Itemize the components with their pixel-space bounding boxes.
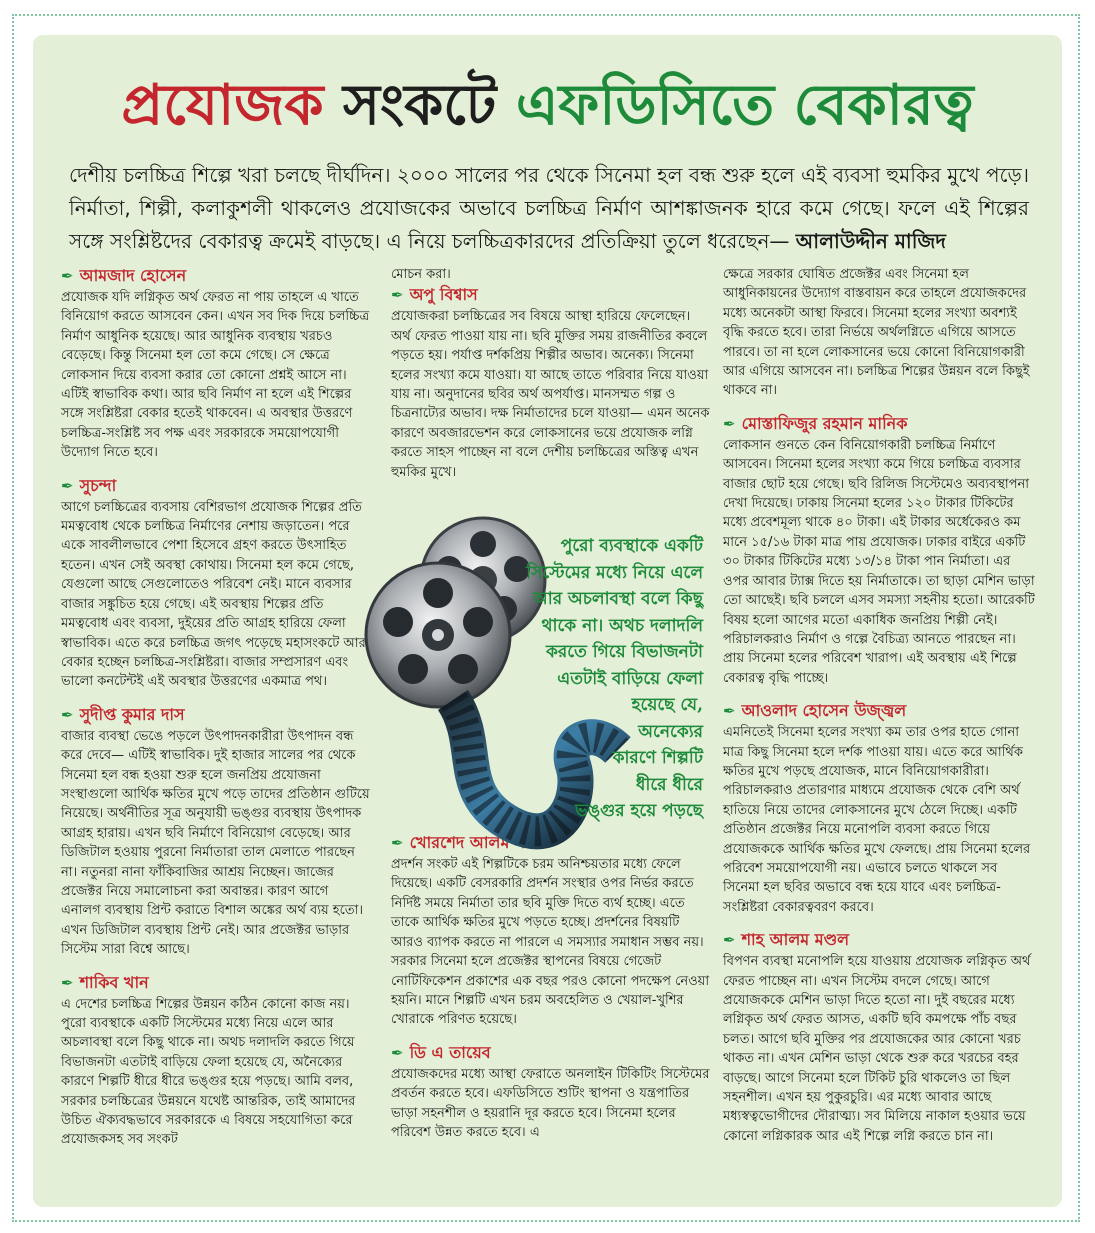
- speaker-name: [61, 972, 371, 994]
- speaker-name: [723, 700, 1035, 722]
- pull-quote-line: কারণে শিল্পটি: [612, 748, 703, 768]
- speaker-name: [61, 265, 371, 287]
- speaker-name-text: আমজাদ হোসেন: [79, 266, 187, 285]
- headline-part-producer: প্রযোজক: [121, 72, 324, 138]
- opinion-section: [61, 265, 371, 463]
- headline-part-crisis: সংকটে: [343, 72, 497, 138]
- pull-quote-line: সিস্টেমের মধ্যে নিয়ে এলে: [526, 562, 703, 583]
- pull-quote-line: পুরো ব্যবস্থাকে একটি: [560, 536, 703, 556]
- pen-nib-icon: ✒: [723, 931, 736, 950]
- opinion-text: লোকসান গুনতে কেন বিনিয়োগকারী চলচ্চিত্র নির্মাণে আসবেন। সিনেমা হলের সংখ্যা কমে গিয়ে চলচ্চিত্র ব্যবসার বাজার ছোট হয়ে গেছে। ছবি রিলিজ সিস্টেমেও অব্যবস্থাপনা দেখা দিয়েছে। ঢাকায় সিনেমা হলের ১২০ টাকার টিকিটের মধ্যে প্রবেশমূল্য থাকে ৪০ টাকা। এই টাকার অর্ধেকেরও কম মানে ১৫/১৬ টাকা মাত্র পায় প্রযোজক। ঢাকার বাইরে একটি ৩০ টাকার টিকিটের মধ্যে ১৩/১৪ টাকা পান নির্মাতা। এর ওপর আবার ট্যাক্স দিতে হয় নির্মাতাকে। তা ছাড়া মেশিন ভাড়া তো আছেই। ছবি চললে এসব সমস্যা সহনীয় হতো। আরেকটি বিষয় হলো আগের মতো একাধিক জনপ্রিয় শিল্পী নেই। পরিচালকরাও নির্মাণ ও গল্পে বৈচিত্র্য আনতে পারছেন না। প্রায় সিনেমা হলের পরিবেশ খারাপ। এই অবস্থায় এই শিল্পে বেকারত্ব বৃদ্ধি পাচ্ছে।: [723, 437, 1035, 686]
- opinion-text: এমনিতেই সিনেমা হলের সংখ্যা কম তার ওপর হাতে গোনা মাত্র কিছু সিনেমা হলে দর্শক পাওয়া যায়। এতে করে আর্থিক ক্ষতির মুখে পড়ছে প্রযোজক, মানে বিনিয়োগকারীরা। পরিচালকরাও প্রতারণার মাধ্যমে প্রযোজক থেকে বেশি অর্থ হাতিয়ে নিয়ে তাদের লোকসানের মুখে ঠেলে দিচ্ছে। একটি প্রতিষ্ঠান প্রজেক্টর নিয়ে মনোপলি ব্যবসা করতে গিয়ে প্রযোজককে আর্থিক ক্ষতির মুখে ফেলছে। প্রায় সিনেমা হলের পরিবেশ সময়োপযোগী নয়। এভাবে চলতে থাকলে সব সিনেমা হল ছবির অভাবে বন্ধ হয়ে যাবে এবং চলচ্চিত্র-সংশ্লিষ্টরা বেকারত্ববরণ করবে।: [723, 725, 1031, 915]
- pen-nib-icon: ✒: [61, 973, 74, 992]
- opinion-section: [391, 1042, 711, 1143]
- speaker-name-text: শাকিব খান: [79, 972, 149, 992]
- speaker-name: [391, 1042, 711, 1064]
- pull-quote-line: ধীরে ধীরে: [635, 774, 703, 795]
- pen-nib-icon: ✒: [61, 705, 74, 724]
- pen-nib-icon: ✒: [391, 834, 404, 853]
- continued-text: মোচন করা।: [391, 267, 451, 282]
- column-1: [61, 265, 371, 1162]
- speaker-name: [61, 704, 371, 726]
- pen-nib-icon: ✒: [723, 702, 736, 721]
- opinion-text: বাজার ব্যবস্থা ভেঙে পড়লে উৎপাদনকারীরা উৎপাদন বন্ধ করে দেবে— এটিই স্বাভাবিক। দুই হাজার সালের পর থেকে সিনেমা হল বন্ধ হওয়া শুরু হলে জনপ্রিয় প্রযোজনা সংস্থাগুলো আর্থিক ক্ষতির মুখে পড়ে তাদের প্রতিষ্ঠান গুটিয়ে নিয়েছে। অর্থনীতির সূত্র অনুযায়ী ভঙ্গুর ব্যবস্থায় উৎপাদক আগ্রহ হারায়। এখন ছবি নির্মাণে বিনিয়োগ বেড়েছে। আর ডিজিটাল হওয়ায় পুরনো নির্মাতারা তাল মেলাতে পারছেন না। নতুনরা নানা ফাঁকিবাজির আশ্রয় নিচ্ছেন। জাজের প্রজেক্টর নিয়ে সমালোচনা করা অবান্তর। কারণ আগে এনালগ ব্যবস্থায় প্রিন্ট করাতে বিশাল অঙ্কের অর্থ ব্যয় হতো। এখন ডিজিটাল ব্যবস্থায় প্রিন্ট নেই। আর প্রজেক্টর ভাড়ার সিস্টেম সারা বিশ্বে আছে।: [61, 728, 370, 958]
- pull-quote: [503, 533, 703, 833]
- opinion-text: এ দেশের চলচ্চিত্র শিল্পের উন্নয়ন কঠিন কোনো কাজ নয়। পুরো ব্যবস্থাকে একটি সিস্টেমের মধ্যে নিয়ে এলে আর অচলাবস্থা বলে কিছু থাকে না। অথচ দলাদলি করতে গিয়ে বিভাজনটা এতটাই বাড়িয়ে ফেলা হয়েছে যে, অনৈক্যের কারণে শিল্পটি ধীরে ধীরে ভঙ্গুর হয়ে পড়ছে। আমি বলব, সরকার চলচ্চিত্রের উন্নয়নে যথেষ্ট আন্তরিক, তাই আমাদের উচিত ঐক্যবদ্ধভাবে সরকারকে এ বিষয়ে সহযোগিতা করে প্রযোজকসহ সব সংকট: [61, 996, 356, 1148]
- opinion-text: বিপণন ব্যবস্থা মনোপলি হয়ে যাওয়ায় প্রযোজক লগ্নিকৃত অর্থ ফেরত পাচ্ছেন না। এখন সিস্টেম বদলে গেছে। আগে প্রযোজককে মেশিন ভাড়া দিতে হতো না। দুই বছরের মধ্যে লগ্নিকৃত অর্থ ফেরত আসত, একটি ছবি কমপক্ষে পাঁচ বছর চলত। আগে ছবি মুক্তির পর প্রযোজকের আর কোনো খরচ থাকত না। এখন মেশিন ভাড়া থেকে শুরু করে খরচের বহর বাড়ছে। আগে সিনেমা হলে টিকিট চুরি থাকলেও তা ছিল সহনশীল। এখন হয় পুকুরচুরি। এর মধ্যে আবার আছে মধ্যস্বত্বভোগীদের দৌরাত্ম্য। সব মিলিয়ে নাকাল হওয়ার ভয়ে কোনো লগ্নিকারক আর এই শিল্পে লগ্নি করতে চান না।: [723, 954, 1031, 1144]
- pen-nib-icon: ✒: [61, 476, 74, 495]
- speaker-name-text: সুচন্দা: [79, 475, 117, 495]
- opinion-section: [723, 929, 1035, 1146]
- opinion-section: [61, 972, 371, 1150]
- intro-paragraph: [69, 159, 1029, 258]
- continued-text: ক্ষেত্রে সরকার ঘোষিত প্রজেক্টর এবং সিনেমা হল আধুনিকায়নের উদ্যোগ বাস্তবায়ন করে তাহলে প্রযোজকদের মধ্যে অনেকটা আস্থা ফিরবে। সিনেমা হলের সংখ্যা অবশ্যই বৃদ্ধি করতে হবে। তারা নির্ভয়ে অর্থলগ্নিতে এগিয়ে আসতে পারবে। তা না হলে লোকসানের ভয়ে কোনো বিনিয়োগকারী আর এগিয়ে আসবেন না। চলচ্চিত্র শিল্পের উন্নয়ন বলে কিছুই থাকবে না।: [723, 267, 1030, 399]
- opinion-text: প্রযোজকরা চলচ্চিত্রের সব বিষয়ে আস্থা হারিয়ে ফেলেছেন। অর্থ ফেরত পাওয়া যায় না। ছবি মুক্তির সময় রাজনীতির কবলে পড়তে হয়। পর্যাপ্ত দর্শকপ্রিয় শিল্পীর অভাব। অনেক্য। সিনেমা হলের সংখ্যা কমে যাওয়া। যা আছে তাতে পরিবার নিয়ে যাওয়া যায় না। অনুদানের ছবির অর্থ অপর্যাপ্ত। মানসম্মত গল্প ও চিত্রনাট্যের অভাব। দক্ষ নির্মাতাদের চলে যাওয়া— এমন অনেক কারণে অবজারভেশন করে লোকসানের ভয়ে প্রযোজক লগ্নি করতে সাহস পাচ্ছেন না বলে দেশীয় চলচ্চিত্রের অস্তিত্ব এখন হুমকির মুখে।: [391, 309, 710, 480]
- pull-quote-line: করতে গিয়ে বিভাজনটা: [546, 642, 703, 662]
- headline-part-unemployment: এফডিসিতে বেকারত্ব: [515, 72, 974, 138]
- pull-quote-line: এতটাই বাড়িয়ে ফেলা: [557, 668, 703, 689]
- speaker-name: [391, 284, 711, 306]
- speaker-name-text: মোস্তাফিজুর রহমান মানিক: [741, 413, 908, 433]
- opinion-text: প্রদর্শন সংকট এই শিল্পটিকে চরম অনিশ্চয়তার মধ্যে ফেলে দিয়েছে। একটি বেসরকারি প্রদর্শন সংস্থার ওপর নির্ভর করতে নির্দিষ্ট সময়ে নির্মাতা তার ছবি মুক্তি দিতে ব্যর্থ হচ্ছে। এতে তাকে আর্থিক ক্ষতির মুখে পড়তে হচ্ছে। প্রদর্শনের বিষয়টি আরও ব্যাপক করতে না পারলে এ সমস্যার সমাধান সম্ভব নয়। সরকার সিনেমা হলে প্রজেক্টর স্থাপনের বিষয়ে গেজেট নোটিফিকেশন প্রকাশের এক বছর পরও কোনো পদক্ষেপ নেওয়া হয়নি। মানে শিল্পটি এখন চরম অবহেলিত ও খেয়াল-খুশির খোরাকে পরিণত হয়েছে।: [391, 857, 710, 1028]
- pull-quote-line: থাকে না। অথচ দলাদলি: [541, 615, 703, 636]
- pull-quote-line: ভঙ্গুর হয়ে পড়ছে: [575, 801, 703, 821]
- opinion-section: [391, 284, 711, 482]
- pull-quote-line: অনেক্যের: [638, 721, 703, 742]
- speaker-name: [723, 929, 1035, 951]
- opinion-section: [723, 700, 1035, 917]
- intro-author: আলাউদ্দীন মাজিদ: [795, 229, 946, 253]
- pull-quote-line: হয়েছে যে,: [631, 695, 703, 715]
- speaker-name: [723, 413, 1035, 435]
- opinion-text: আগে চলচ্চিত্রের ব্যবসায় বেশিরভাগ প্রযোজক শিল্পের প্রতি মমত্ববোধ থেকে চলচ্চিত্র নির্মাণের নেশায় জড়াতেন। পরে একে সাবলীলভাবে পেশা হিসেবে গ্রহণ করতে উৎসাহিত হতেন। এখন সেই অবস্থা কোথায়। সিনেমা হল কমে গেছে, যেগুলো আছে সেগুলোতেও পরিবেশ নেই। মানে ব্যবসার বাজার সঙ্কুচিত হয়ে গেছে। এই অবস্থায় শিল্পের প্রতি মমত্ববোধ এবং ব্যবসা, দুইয়ের প্রতি আগ্রহ হারিয়ে ফেলা স্বাভাবিক। এতে করে চলচ্চিত্র জগৎ পড়েছে মহাসংকটে আর বেকার হচ্ছেন চলচ্চিত্র-সংশ্লিষ্টরা। বাজার সম্প্রসারণ এবং ভালো কনটেন্টই এই অবস্থার উত্তরণের একমাত্র পথ।: [61, 499, 366, 690]
- speaker-name: [61, 475, 371, 497]
- pen-nib-icon: ✒: [61, 267, 74, 285]
- article-panel: [33, 35, 1062, 1207]
- intro-text: দেশীয় চলচ্চিত্র শিল্পে খরা চলছে দীর্ঘদিন। ২০০০ সালের পর থেকে সিনেমা হল বন্ধ শুরু হলে এই ব্যবসা হুমকির মুখে পড়ে। নির্মাতা, শিল্পী, কলাকুশলী থাকলেও প্রযোজকের অভাবে চলচ্চিত্র নির্মাণ আশঙ্কাজনক হারে কমে গেছে। ফলে এই শিল্পের সঙ্গে সংশ্লিষ্টদের বেকারত্ব ক্রমেই বাড়ছে। এ নিয়ে চলচ্চিত্রকারদের প্রতিক্রিয়া তুলে ধরেছেন—: [69, 163, 1029, 253]
- speaker-name-text: খোরশেদ আলম খসরু: [409, 833, 549, 853]
- speaker-name-text: ডি এ তায়েব: [409, 1042, 491, 1062]
- speaker-name-text: সুদীপ্ত কুমার দাস: [79, 704, 185, 724]
- opinion-text: প্রযোজক যদি লগ্নিকৃত অর্থ ফেরত না পায় তাহলে এ খাতে বিনিয়োগ করতে আসবেন কেন। এখন সব দিক দিয়ে চলচ্চিত্র নির্মাণ আধুনিক হয়েছে। আর আধুনিক ব্যবস্থায় খরচও বেড়েছে। কিন্তু সিনেমা হল তো কমে গেছে। সে ক্ষেত্রে লোকসান দিয়ে ব্যবসা করার তো কোনো প্রশ্নই আসে না। এটিই স্বাভাবিক কথা। আর ছবি নির্মাণ না হলে এই শিল্পের সঙ্গে সংশ্লিষ্টরা বেকার হতেই থাকবেন। এ অবস্থার উত্তরণে চলচ্চিত্র-সংশ্লিষ্ট সব পক্ষ এবং সরকারকে সময়োপযোগী উদ্যোগ নিতে হবে।: [61, 290, 370, 461]
- speaker-name-text: অপু বিশ্বাস: [409, 285, 478, 305]
- opinion-section: [61, 704, 371, 960]
- speaker-name-text: আওলাদ হোসেন উজ্জ্বল: [741, 701, 907, 721]
- pen-nib-icon: ✒: [723, 414, 736, 433]
- speaker-name-text: শাহ আলম মণ্ডল: [741, 930, 850, 950]
- column-3: [723, 265, 1035, 1158]
- headline: [33, 69, 1062, 141]
- opinion-section: [61, 475, 371, 692]
- pull-quote-line: আর অচলাবস্থা বলে কিছু: [532, 589, 703, 609]
- opinion-text: প্রযোজকদের মধ্যে আস্থা ফেরাতে অনলাইন টিকিটিং সিস্টেমের প্রবর্তন করতে হবে। এফডিসিতে শুটিং স্থাপনা ও যন্ত্রপাতির ভাড়া সহনশীল ও হয়রানি দূর করতে হবে। সিনেমা হলের পরিবেশ উন্নত করতে হবে। এ: [391, 1066, 710, 1140]
- opinion-section: [723, 413, 1035, 688]
- opinion-section: [391, 832, 711, 1030]
- pen-nib-icon: ✒: [391, 1043, 404, 1062]
- pen-nib-icon: ✒: [391, 286, 404, 305]
